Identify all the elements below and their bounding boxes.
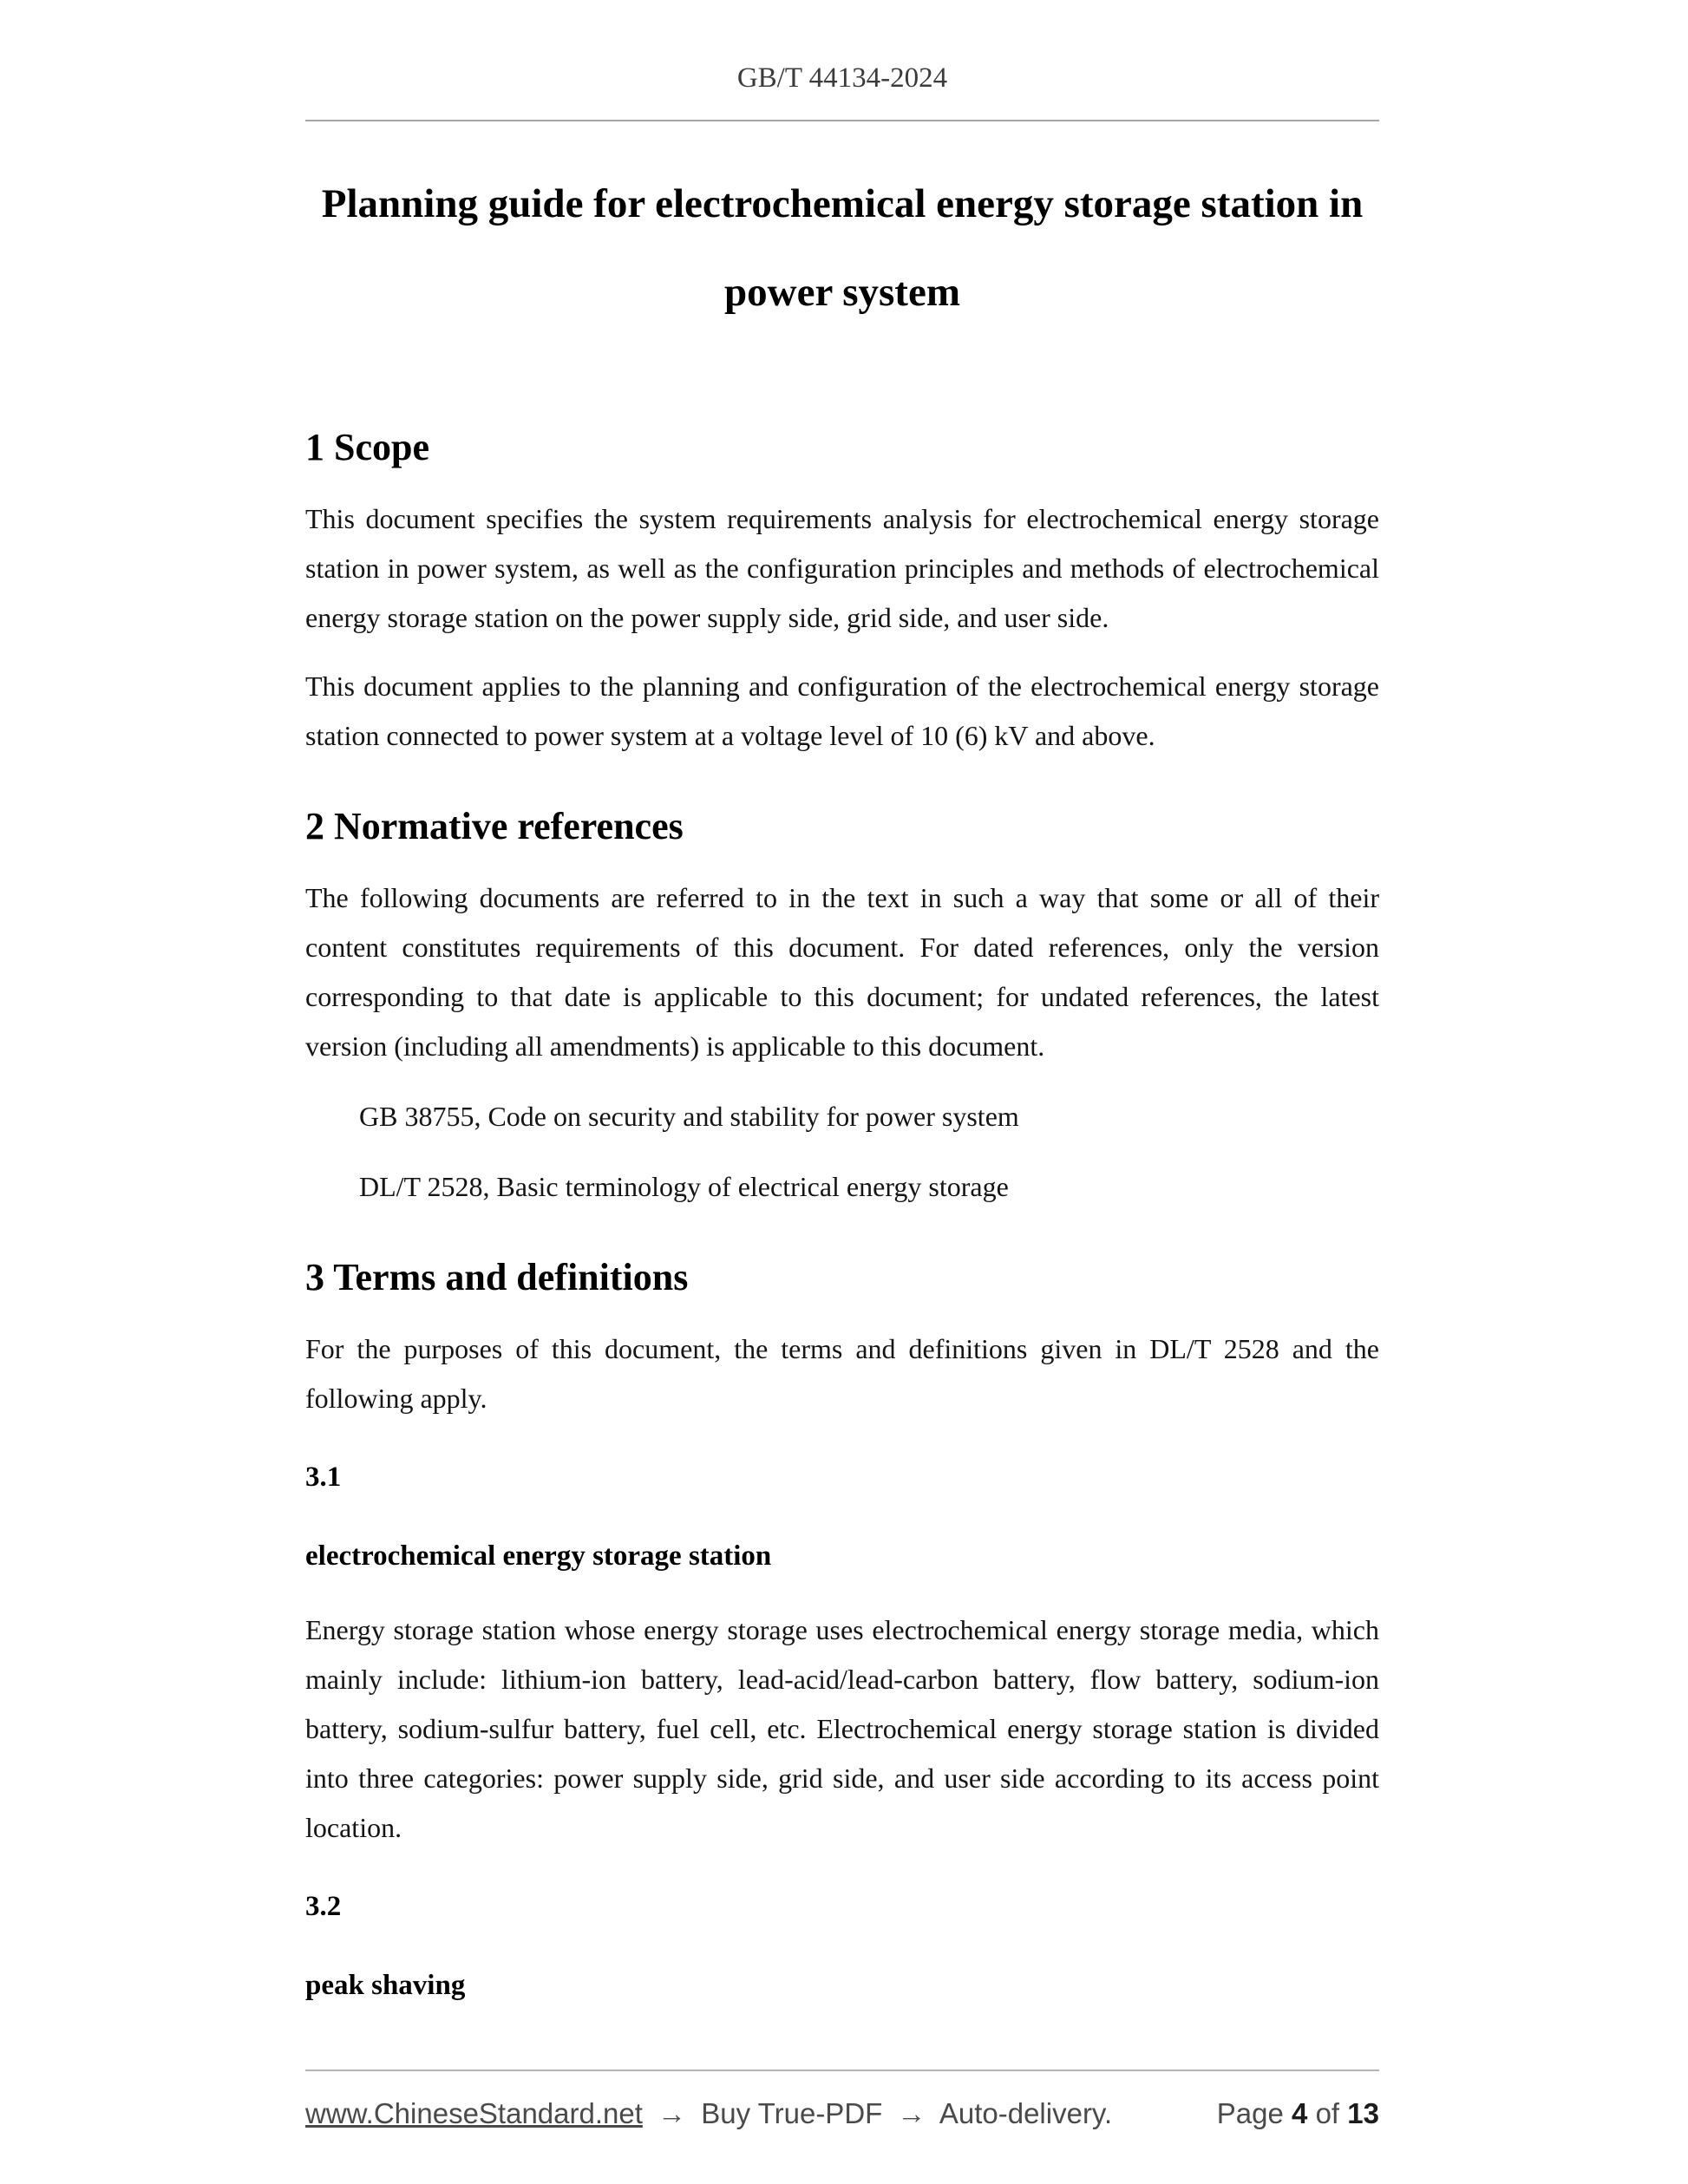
footer-buy-text: Buy True-PDF — [701, 2097, 883, 2129]
scope-paragraph-1: This document specifies the system requirements analysis for electrochemical energy storage station in power system, as well as the configuration principles and methods of electrochemical energy storage station on the power supply side, grid side, and user side. — [305, 503, 1379, 633]
footer-divider — [305, 2070, 1379, 2071]
scope-heading: 1 Scope — [305, 426, 429, 468]
footer-source-line — [305, 2097, 1112, 2130]
term-definition-3-1: Energy storage station whose energy storage uses electrochemical energy storage media, which mainly include: lithium-ion battery, lead-acid/lead-carbon battery, flow battery, sodium-ion battery, sodium-sulfur battery, fuel cell, etc. Electrochemical energy storage station is divided into three categories: power supply side, grid side, and user side according to its access point location. — [305, 1614, 1379, 1843]
title-line-2: power system — [724, 270, 960, 315]
footer-row — [305, 2097, 1379, 2130]
page-footer — [305, 2070, 1379, 2130]
normative-references-heading: 2 Normative references — [305, 805, 684, 847]
term-name-3-2: peak shaving — [305, 1970, 466, 2001]
term-number-3-1: 3.1 — [305, 1461, 342, 1493]
total-pages-number: 13 — [1347, 2097, 1379, 2129]
section-normative-references — [305, 801, 1379, 1212]
website-link[interactable]: www.ChineseStandard.net — [305, 2097, 643, 2129]
footer-delivery-text: Auto-delivery. — [939, 2097, 1113, 2129]
page-header — [305, 59, 1379, 121]
arrow-right-icon: → — [897, 2097, 926, 2129]
section-terms-definitions — [305, 1252, 1379, 2011]
scope-paragraph-2: This document applies to the planning and configuration of the electrochemical energy storage station connected to power system at a voltage level of 10 (6) kV and above. — [305, 670, 1379, 751]
header-divider — [305, 120, 1379, 121]
title-line-1: Planning guide for electrochemical energy storage station in — [321, 181, 1364, 226]
terms-intro: For the purposes of this document, the terms and definitions given in DL/T 2528 and the following apply. — [305, 1333, 1379, 1414]
standard-number: GB/T 44134-2024 — [736, 62, 948, 94]
normative-references-intro: The following documents are referred to in the text in such a way that some or all of their content constitutes requirements of this document. For dated references, only the version corresponding to that date is applicable to this document; for undated references, the latest version (including all amendments) is applicable to this document. — [305, 882, 1379, 1062]
page-label: Page — [1216, 2097, 1284, 2129]
section-scope — [305, 422, 1379, 761]
document-title — [305, 160, 1379, 337]
terms-definitions-heading: 3 Terms and definitions — [305, 1256, 689, 1298]
term-name-3-1: electrochemical energy storage station — [305, 1540, 772, 1572]
normative-reference-item: DL/T 2528, Basic terminology of electrical energy storage — [359, 1171, 1009, 1202]
normative-reference-item: GB 38755, Code on security and stability for power system — [359, 1101, 1019, 1132]
current-page-number: 4 — [1292, 2097, 1308, 2129]
arrow-right-icon: → — [658, 2097, 687, 2129]
term-number-3-2: 3.2 — [305, 1891, 342, 1922]
page-indicator — [1217, 2097, 1379, 2130]
of-label: of — [1315, 2097, 1340, 2129]
